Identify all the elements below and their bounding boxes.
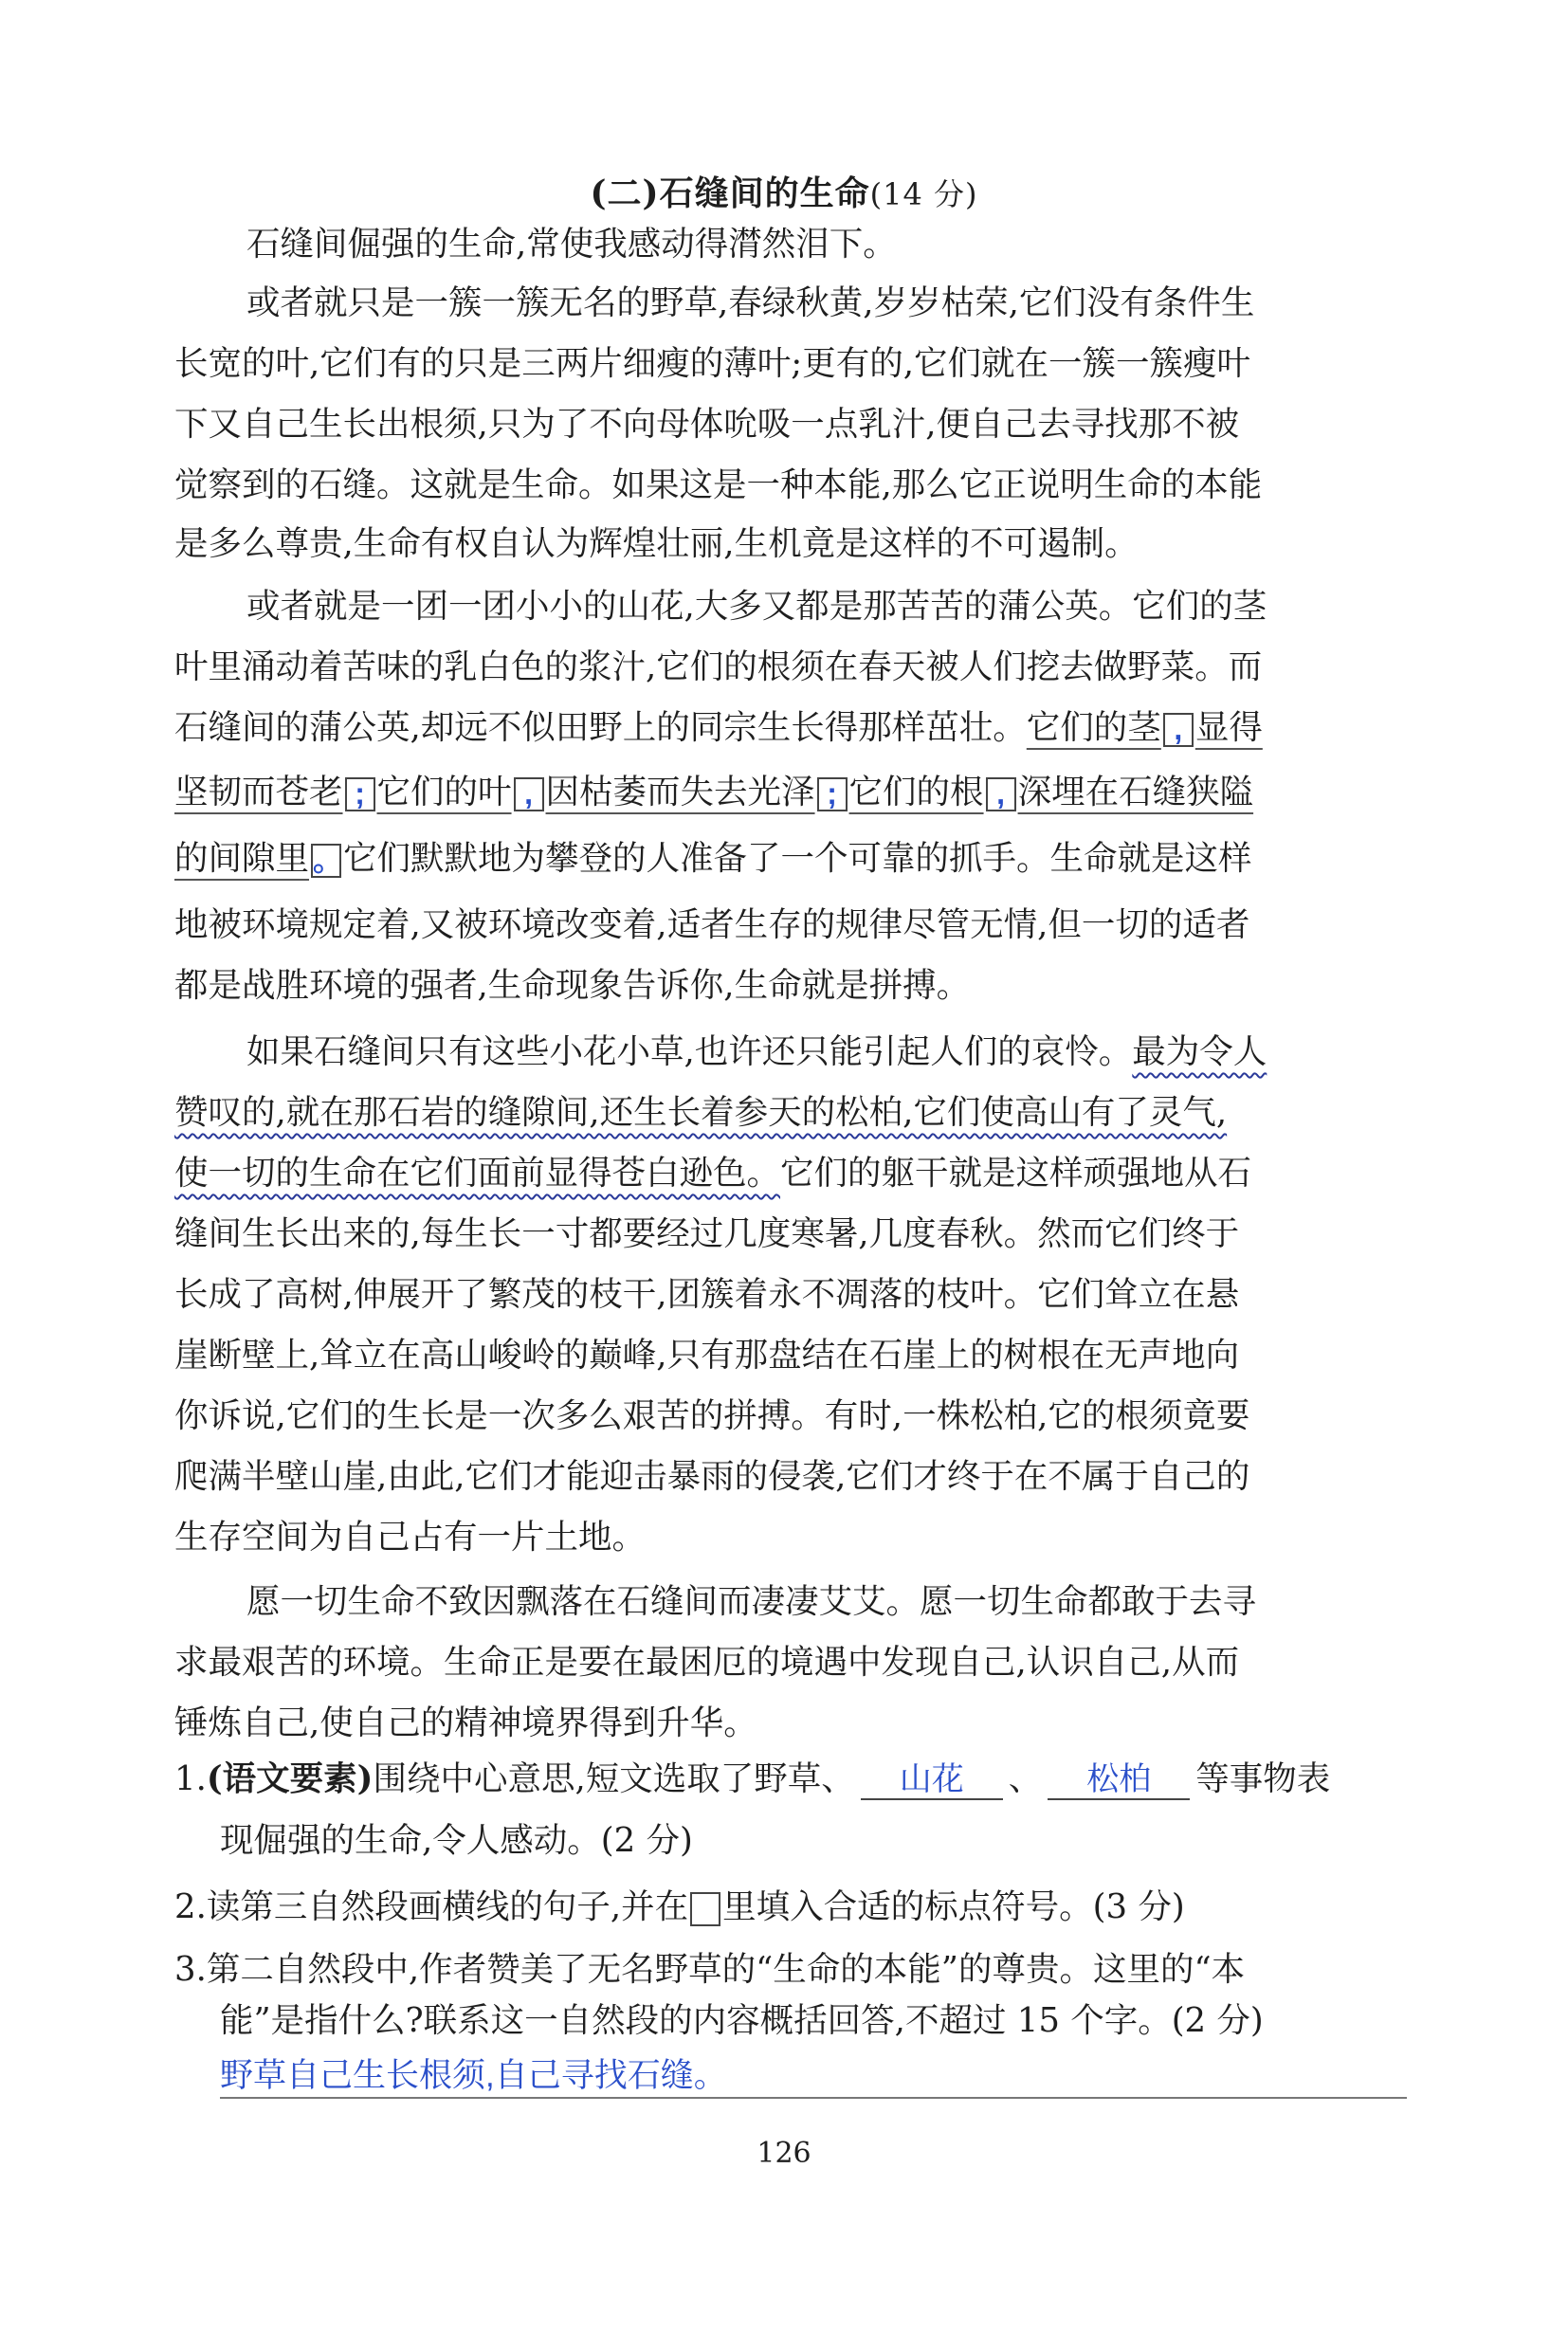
underlined-sentence: 它们的根 xyxy=(848,773,984,811)
paragraph-3-line: 地被环境规定着,又被环境改变着,适者生存的规律尽管无情,但一切的适者 xyxy=(174,905,1250,944)
paragraph-3-text: 石缝间的蒲公英,却远不似田野上的同宗生长得那样茁壮。 xyxy=(174,708,1027,747)
paragraph-2-line: 长宽的叶,它们有的只是三两片细瘦的薄叶;更有的,它们就在一簇一簇瘦叶 xyxy=(174,344,1251,383)
question-1 xyxy=(174,1761,1330,1800)
paragraph-2-line: 或者就只是一簇一簇无名的野草,春绿秋黄,岁岁枯荣,它们没有条件生 xyxy=(246,283,1255,322)
passage-title xyxy=(0,167,1568,215)
paragraph-3-line: 或者就是一团一团小小的山花,大多又都是那苦苦的蒲公英。它们的茎 xyxy=(246,587,1267,626)
question-number: 1. xyxy=(174,1759,207,1798)
question-text: 等事物表 xyxy=(1195,1759,1331,1798)
paragraph-4-line: 你诉说,它们的生长是一次多么艰苦的拼搏。有时,一株松柏,它的根须竟要 xyxy=(174,1396,1250,1435)
question-3-answer[interactable]: 野草自己生长根须,自己寻找石缝。 xyxy=(220,2057,727,2094)
paragraph-4-line xyxy=(174,1154,1252,1193)
question-3-continued: 能”是指什么?联系这一自然段的内容概括回答,不超过 15 个字。(2 分) xyxy=(220,2001,1264,2040)
question-number: 2. xyxy=(174,1887,207,1926)
punctuation-box[interactable]: ; xyxy=(817,777,848,811)
paragraph-2-line: 下又自己生长出根须,只为了不向母体吮吸一点乳汁,便自己去寻找那不被 xyxy=(174,405,1240,444)
underlined-sentence: 因枯萎而失去光泽 xyxy=(545,773,815,811)
question-text: 读第三自然段画横线的句子,并在 xyxy=(206,1887,689,1926)
paragraph-4-line: 爬满半壁山崖,由此,它们才能迎击暴雨的侵袭,它们才终于在不属于自己的 xyxy=(174,1457,1250,1496)
paragraph-4-text: 它们的躯干就是这样顽强地从石 xyxy=(780,1154,1252,1193)
title-text: (二)石缝间的生命 xyxy=(590,173,870,213)
underlined-sentence: 显得 xyxy=(1194,708,1263,747)
paragraph-3-line xyxy=(174,775,1253,811)
paragraph-4-line: 长成了高树,伸展开了繁茂的枝干,团簇着永不凋落的枝叶。它们耸立在悬 xyxy=(174,1275,1240,1314)
underlined-sentence: 的间隙里 xyxy=(174,839,310,878)
paragraph-3-text: 它们默默地为攀登的人准备了一个可靠的抓手。生命就是这样 xyxy=(343,839,1252,878)
question-text: 围绕中心意思,短文选取了野草、 xyxy=(373,1759,855,1798)
question-3 xyxy=(174,1950,1246,1989)
paragraph-3-line: 都是战胜环境的强者,生命现象告诉你,生命就是拼搏。 xyxy=(174,966,971,1005)
punctuation-box[interactable]: , xyxy=(1163,713,1194,747)
wavy-underlined-sentence: 使一切的生命在它们面前显得苍白逊色。 xyxy=(174,1154,781,1193)
underlined-sentence: 深埋在石缝狭隘 xyxy=(1017,773,1254,811)
paragraph-4-line: 生存空间为自己占有一片土地。 xyxy=(174,1518,647,1557)
answer-blank-2[interactable]: 松柏 xyxy=(1048,1761,1190,1800)
question-tag: (语文要素) xyxy=(206,1759,374,1798)
paragraph-3-line xyxy=(174,839,1252,878)
paragraph-4-text: 如果石缝间只有这些小花小草,也许还只能引起人们的哀怜。 xyxy=(246,1032,1133,1071)
page-number: 126 xyxy=(757,2137,811,2170)
paragraph-2-line: 是多么尊贵,生命有权自认为辉煌壮丽,生机竟是这样的不可遏制。 xyxy=(174,524,1139,563)
paragraph-5-line: 求最艰苦的环境。生命正是要在最困厄的境遇中发现自己,认识自己,从而 xyxy=(174,1643,1240,1682)
underlined-sentence: 坚韧而苍老 xyxy=(174,773,343,811)
underlined-sentence: 它们的叶 xyxy=(376,773,512,811)
paragraph-5-line: 锤炼自己,使自己的精神境界得到升华。 xyxy=(174,1703,757,1742)
question-text: 第二自然段中,作者赞美了无名野草的“生命的本能”的尊贵。这里的“本 xyxy=(206,1950,1246,1989)
title-score: (14 分) xyxy=(869,176,978,212)
paragraph-1: 石缝间倔强的生命,常使我感动得潸然泪下。 xyxy=(246,225,897,264)
paragraph-4-line xyxy=(174,1093,1228,1132)
empty-box-icon xyxy=(690,1892,720,1926)
punctuation-box[interactable]: ; xyxy=(345,777,375,811)
wavy-underlined-sentence: 赞叹的,就在那石岩的缝隙间,还生长着参天的松柏,它们使高山有了灵气, xyxy=(174,1093,1228,1132)
question-1-continued: 现倔强的生命,令人感动。(2 分) xyxy=(220,1821,693,1860)
question-2 xyxy=(174,1887,1185,1926)
answer-blank-1[interactable]: 山花 xyxy=(861,1761,1003,1800)
question-text: 里填入合适的标点符号。(3 分) xyxy=(722,1887,1185,1926)
paragraph-4-line: 缝间生长出来的,每生长一寸都要经过几度寒暑,几度春秋。然而它们终于 xyxy=(174,1214,1240,1253)
punctuation-box[interactable]: 。 xyxy=(313,842,344,877)
wavy-underlined-sentence: 最为令人 xyxy=(1132,1032,1267,1071)
paragraph-3-line xyxy=(174,708,1263,747)
punctuation-box[interactable]: , xyxy=(514,777,544,811)
question-number: 3. xyxy=(174,1950,207,1989)
underlined-sentence: 它们的茎 xyxy=(1026,708,1161,747)
paragraph-2-line: 觉察到的石缝。这就是生命。如果这是一种本能,那么它正说明生命的本能 xyxy=(174,465,1263,504)
paragraph-4-line: 崖断壁上,耸立在高山峻岭的巅峰,只有那盘结在石崖上的树根在无声地向 xyxy=(174,1336,1240,1375)
punctuation-box[interactable]: , xyxy=(986,777,1016,811)
paragraph-5-line: 愿一切生命不致因飘落在石缝间而凄凄艾艾。愿一切生命都敢于去寻 xyxy=(246,1582,1257,1621)
answer-line xyxy=(220,2097,1407,2099)
paragraph-3-line: 叶里涌动着苦味的乳白色的浆汁,它们的根须在春天被人们挖去做野菜。而 xyxy=(174,647,1263,686)
paragraph-4-line xyxy=(246,1032,1267,1071)
separator: 、 xyxy=(1008,1759,1043,1798)
